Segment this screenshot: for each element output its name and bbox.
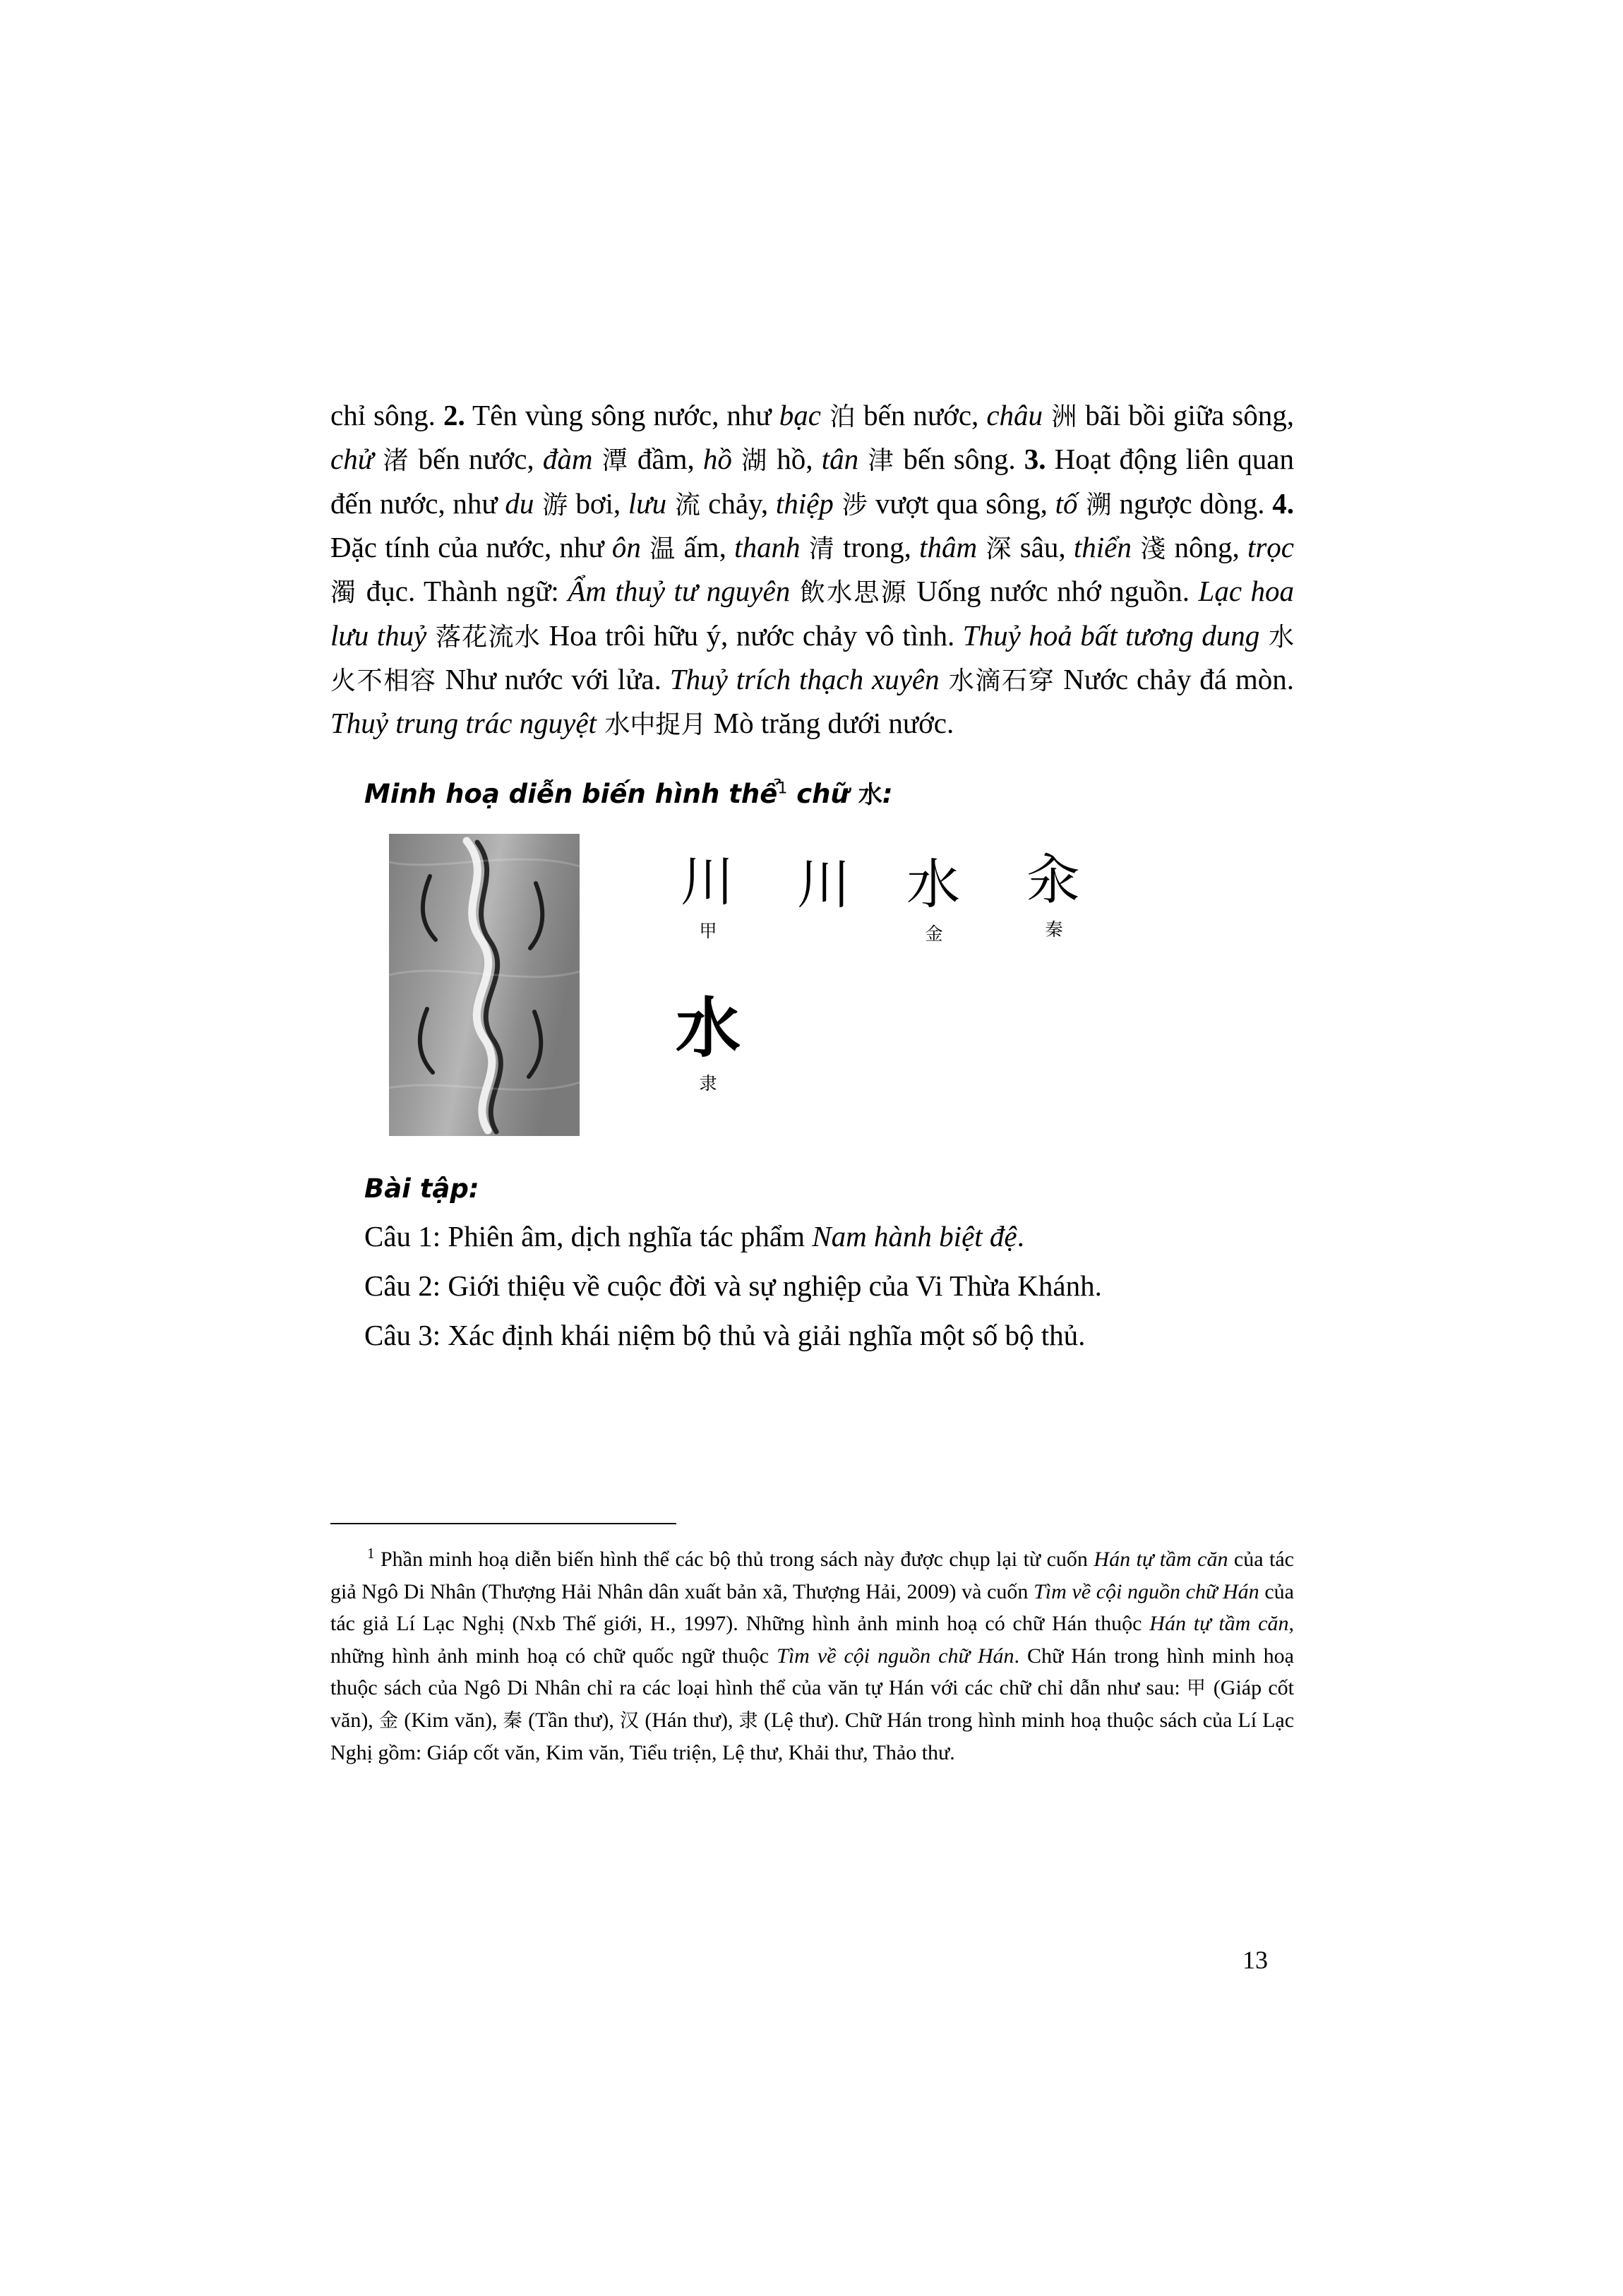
glyph-label-3: 秦: [1045, 919, 1063, 940]
exercise-3-prefix: Câu 3: Xác định khái niệm bộ thủ và giải nghĩa một số bộ thủ.: [364, 1318, 1086, 1351]
footnote-marker: 1: [777, 779, 788, 798]
page-content: [330, 364, 1294, 1352]
glyph-char-2: 水: [906, 852, 962, 916]
illustration-heading-prefix: Minh hoạ diễn biến hình thể: [364, 778, 778, 809]
illustration-heading-han: 水: [858, 780, 882, 809]
illustration-heading: [364, 775, 1294, 810]
glyph-char-0: 川: [681, 849, 736, 913]
footnote-separator: [330, 1523, 676, 1524]
illustration-heading-suffix: :: [882, 778, 893, 809]
glyph-char-3: 汆: [1026, 848, 1082, 911]
glyph-label-2: 金: [925, 923, 943, 944]
exercise-1-prefix: Câu 1: Phiên âm, dịch nghĩa tác phẩm: [364, 1219, 813, 1252]
glyph-evolution-row: [627, 834, 1121, 1137]
illustration-heading-middle: chữ: [787, 778, 858, 809]
glyph-item-0: [662, 849, 754, 943]
main-paragraph: chỉ sông. 2. Tên vùng sông nước, như bạc 泊 bến nước, châu 洲 bãi bồi giữa sông, chử 渚 bến nước, đàm 潭 đầm, hồ 湖 hồ, tân 津 bến sông. 3. Hoạt động liên quan đến nước, như du 游 bơi, lưu 流 chảy, thiệp 涉 vượt qua sông, tố 溯 ngược dòng. 4. Đặc tính của nước, như ôn 温 ấm, thanh 清 trong, thâm 深 sâu, thiển 淺 nông, trọc 濁 đục. Thành ngữ: Ẩm thuỷ tư nguyên 飲水思源 Uống nước nhớ nguồn. Lạc hoa lưu thuỷ 落花流水 Hoa trôi hữu ý, nước chảy vô tình. Thuỷ hoả bất tương dung 水火不相容 Như nước với lửa. Thuỷ trích thạch xuyên 水滴石穿 Nước chảy đá mòn. Thuỷ trung trác nguyệt 水中捉月 Mò trăng dưới nước.: [330, 399, 1295, 740]
footnote-text: [330, 1543, 1294, 1769]
glyph-label-4: 隶: [699, 1072, 717, 1094]
exercise-item-2: [364, 1269, 1294, 1303]
exercise-item-3: [364, 1318, 1294, 1352]
glyph-item-3: [1008, 848, 1100, 941]
glyph-item-1: [779, 852, 870, 920]
footnote-number: 1: [367, 1545, 375, 1562]
water-photo: [389, 834, 580, 1136]
glyph-char-4: 水: [675, 990, 741, 1066]
exercise-1-title: Nam hành biệt đệ: [812, 1219, 1017, 1252]
exercise-1-suffix: .: [1017, 1219, 1024, 1252]
glyph-label-0: 甲: [699, 920, 717, 941]
figure-block: [330, 834, 1294, 1169]
glyph-char-1: 川: [797, 852, 852, 916]
exercise-item-1: [364, 1219, 1294, 1253]
glyph-item-4: [655, 990, 761, 1095]
glyph-item-2: [888, 852, 980, 945]
page-number: 13: [1242, 1946, 1268, 1974]
exercises-heading: Bài tập:: [364, 1173, 479, 1204]
exercise-2-prefix: Câu 2: Giới thiệu về cuộc đời và sự nghiệp của Vi Thừa Khánh.: [364, 1269, 1102, 1302]
footnote-body: Phần minh hoạ diễn biến hình thể các bộ thủ trong sách này được chụp lại từ cuốn Hán tự tầm căn của tác giả Ngô Di Nhân (Thượng Hải Nhân dân xuất bản xã, Thượng Hải, 2009) và cuốn Tìm về cội nguồn chữ Hán của tác giả Lí Lạc Nghị (Nxb Thế giới, H., 1997). Những hình ảnh minh hoạ có chữ Hán thuộc Hán tự tầm căn, những hình ảnh minh hoạ có chữ quốc ngữ thuộc Tìm về cội nguồn chữ Hán. Chữ Hán trong hình minh hoạ thuộc sách của Ngô Di Nhân chỉ ra các loại hình thể của văn tự Hán với các chữ chỉ dẫn như sau: 甲 (Giáp cốt văn), 金 (Kim văn), 秦 (Tần thư), 汉 (Hán thư), 隶 (Lệ thư). Chữ Hán trong hình minh hoạ thuộc sách của Lí Lạc Nghị gồm: Giáp cốt văn, Kim văn, Tiểu triện, Lệ thư, Khải thư, Thảo thư.: [330, 1548, 1295, 1764]
